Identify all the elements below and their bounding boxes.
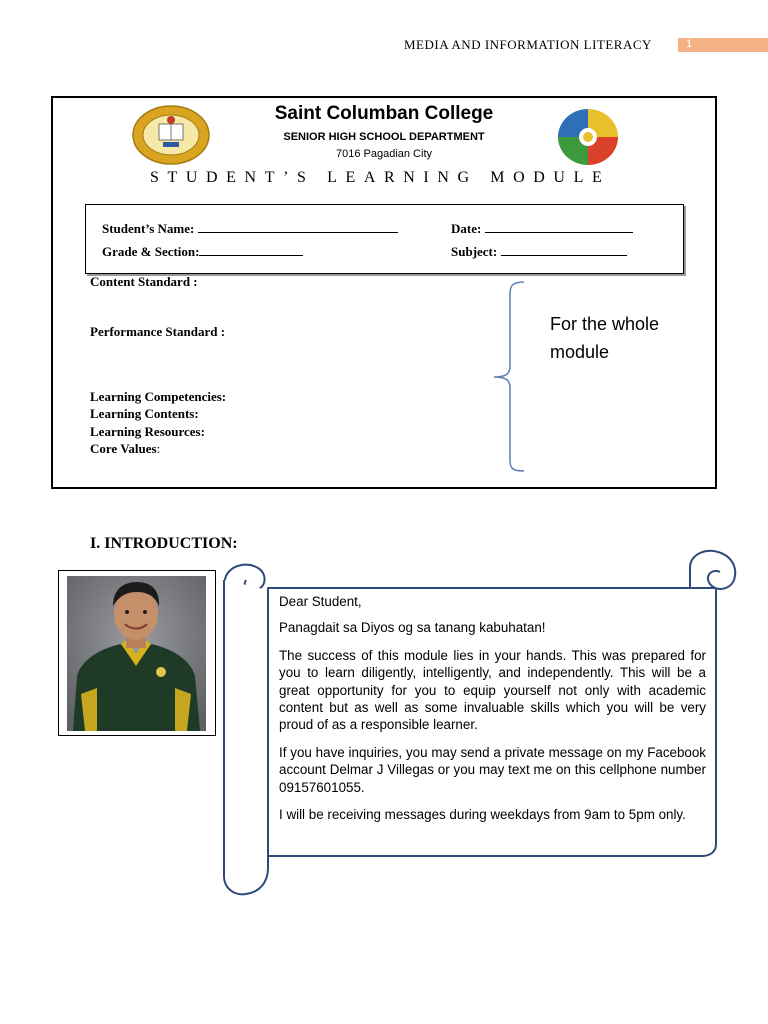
- grade-section-field[interactable]: [102, 243, 303, 261]
- student-name-field[interactable]: Student’s Name:: [102, 220, 398, 238]
- content-standard-label: Content Standard :: [90, 274, 198, 289]
- school-name: Saint Columban College: [274, 103, 494, 124]
- student-info-box: [85, 204, 684, 274]
- student-name-blank[interactable]: [198, 220, 398, 233]
- department-name: SENIOR HIGH SCHOOL DEPARTMENT: [283, 131, 485, 143]
- grade-section-label: Grade & Section:: [102, 244, 200, 259]
- subject-blank[interactable]: [501, 243, 627, 256]
- document-header-title: MEDIA AND INFORMATION LITERACY: [404, 37, 652, 52]
- core-values-line: Core Values:: [90, 441, 161, 456]
- module-title: STUDENT’S LEARNING MODULE: [150, 169, 611, 186]
- school-city: 7016 Pagadian City: [335, 148, 432, 160]
- letter-body: [279, 593, 706, 833]
- date-label: Date:: [451, 221, 482, 236]
- grade-section-blank[interactable]: [199, 243, 303, 256]
- curly-bracket: [488, 280, 528, 474]
- letter-paragraph-3: I will be receiving messages during weekdays from 9am to 5pm only.: [279, 807, 686, 823]
- performance-standard-label: Performance Standard :: [90, 324, 226, 339]
- student-name-label: Student’s Name: [102, 221, 190, 236]
- learning-competencies-label: Learning Competencies:: [90, 389, 227, 404]
- date-blank[interactable]: [485, 220, 633, 233]
- letter-paragraph-2: If you have inquiries, you may send a private message on my Facebook account Delmar J Villegas or you may text me on this cellphone number 09157601055.: [279, 744, 706, 795]
- subject-label: Subject:: [451, 244, 498, 259]
- subject-field[interactable]: [451, 243, 627, 261]
- letter-salutation: Panagdait sa Diyos og sa tanang kabuhatan!: [279, 620, 546, 636]
- core-values-label: Core Values: [90, 441, 157, 456]
- date-field[interactable]: [451, 220, 633, 238]
- page-number: 1: [686, 38, 693, 50]
- teacher-photo: [67, 576, 206, 731]
- letter-paragraph-1: The success of this module lies in your hands. This was prepared for you to learn diligently, intelligently, and independently. This will be a great opportunity for you to equip yourself not only with academic content but as well as some invaluable skills which you will be very proud of as a responsible learner.: [279, 647, 706, 733]
- letter-greeting: Dear Student,: [279, 594, 362, 609]
- bracket-note: For the whole module: [550, 314, 660, 362]
- introduction-heading: I. INTRODUCTION:: [90, 535, 238, 552]
- learning-contents-label: Learning Contents:: [90, 406, 199, 421]
- learning-resources-label: Learning Resources:: [90, 424, 205, 439]
